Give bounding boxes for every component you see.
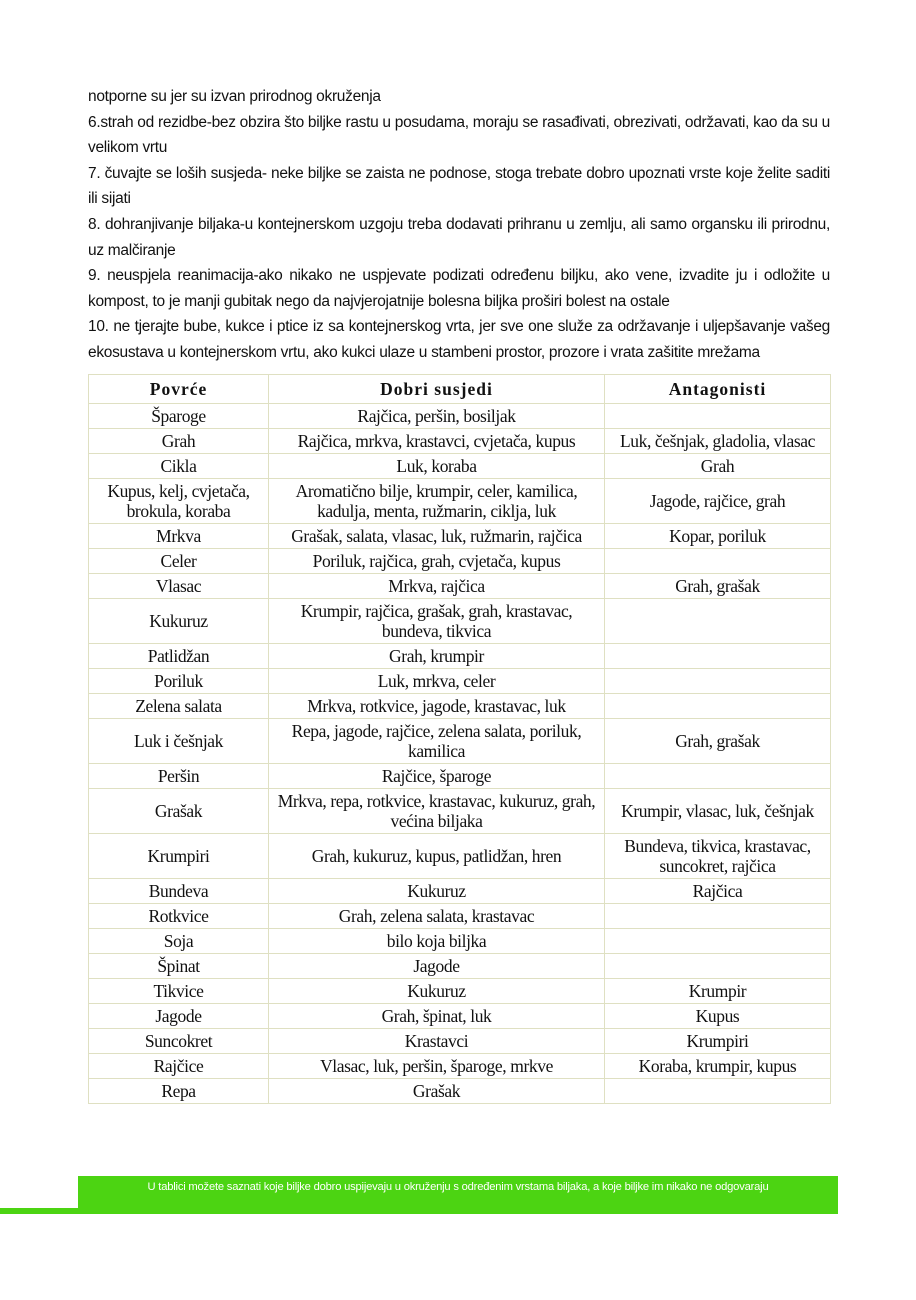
cell-antagonists [605,954,831,979]
cell-antagonists [605,694,831,719]
cell-antagonists: Krumpiri [605,1029,831,1054]
cell-good-neighbors: Aromatično bilje, krumpir, celer, kamilica, kadulja, menta, ružmarin, ciklja, luk [269,479,605,524]
caption-text: U tablici možete saznati koje biljke dobro uspijevaju u okruženju s određenim vrstama biljaka, a koje biljke im nikako ne odgovaraju [147,1181,769,1193]
table-row [89,834,831,879]
table-row [89,599,831,644]
cell-vegetable: Rotkvice [89,904,269,929]
table-row [89,1029,831,1054]
cell-vegetable: Celer [89,549,269,574]
table-row [89,454,831,479]
table-body [89,404,831,1104]
table-row [89,669,831,694]
cell-antagonists: Grah [605,454,831,479]
cell-good-neighbors: Grašak, salata, vlasac, luk, ružmarin, rajčica [269,524,605,549]
table-row [89,719,831,764]
cell-antagonists: Grah, grašak [605,574,831,599]
cell-good-neighbors: Jagode [269,954,605,979]
cell-good-neighbors: Krumpir, rajčica, grašak, grah, krastavac, bundeva, tikvica [269,599,605,644]
table-row [89,764,831,789]
table-row [89,404,831,429]
cell-good-neighbors: Kukuruz [269,879,605,904]
cell-vegetable: Jagode [89,1004,269,1029]
cell-vegetable: Cikla [89,454,269,479]
cell-good-neighbors: Poriluk, rajčica, grah, cvjetača, kupus [269,549,605,574]
table-row [89,1054,831,1079]
cell-good-neighbors: Mrkva, rajčica [269,574,605,599]
cell-good-neighbors: Grah, zelena salata, krastavac [269,904,605,929]
intro-paragraph: 7. čuvajte se loših susjeda- neke biljke se zaista ne podnose, stoga trebate dobro upoznati vrste koje želite saditi ili sijati [88,164,830,208]
header-antagonists: Antagonisti [605,375,831,404]
cell-vegetable: Repa [89,1079,269,1104]
cell-vegetable: Krumpiri [89,834,269,879]
cell-vegetable: Kukuruz [89,599,269,644]
header-good-neighbors: Dobri susjedi [269,375,605,404]
cell-vegetable: Luk i češnjak [89,719,269,764]
cell-good-neighbors: Mrkva, rotkvice, jagode, krastavac, luk [269,694,605,719]
table-row [89,694,831,719]
cell-vegetable: Zelena salata [89,694,269,719]
table-row [89,979,831,1004]
companion-planting-table [88,374,831,1104]
intro-paragraph: 6.strah od rezidbe-bez obzira što biljke rastu u posudama, moraju se rasađivati, obrezivati, održavati, kao da su u velikom vrtu [88,113,830,157]
cell-vegetable: Peršin [89,764,269,789]
header-vegetable: Povrće [89,375,269,404]
cell-antagonists: Krumpir, vlasac, luk, češnjak [605,789,831,834]
caption-bar [78,1176,838,1214]
cell-vegetable: Špinat [89,954,269,979]
intro-paragraph: 10. ne tjerajte bube, kukce i ptice iz sa kontejnerskog vrta, jer sve one služe za održavanje i uljepšavanje vašeg ekosustava u kontejnerskom vrtu, ako kukci ulaze u stambeni prostor, prozore i vrata zašitite mrežama [88,318,830,361]
cell-good-neighbors: Grah, špinat, luk [269,1004,605,1029]
table-row [89,479,831,524]
table-row [89,879,831,904]
table-row [89,574,831,599]
cell-vegetable: Patlidžan [89,644,269,669]
cell-antagonists: Luk, češnjak, gladolia, vlasac [605,429,831,454]
cell-good-neighbors: Luk, mrkva, celer [269,669,605,694]
intro-paragraph: 9. neuspjela reanimacija-ako nikako ne uspjevate podizati određenu biljku, ako vene, izvadite ju i odložite u kompost, to je manji gubitak nego da najvjerojatnije bolesna biljka proširi bolest na ostale [88,267,830,310]
table-row [89,429,831,454]
cell-antagonists [605,549,831,574]
table-row [89,644,831,669]
table-row [89,524,831,549]
cell-vegetable: Poriluk [89,669,269,694]
cell-antagonists: Grah, grašak [605,719,831,764]
table-row [89,904,831,929]
cell-antagonists: Koraba, krumpir, kupus [605,1054,831,1079]
cell-vegetable: Šparoge [89,404,269,429]
cell-good-neighbors: Repa, jagode, rajčice, zelena salata, poriluk, kamilica [269,719,605,764]
cell-antagonists [605,644,831,669]
cell-vegetable: Bundeva [89,879,269,904]
cell-antagonists [605,599,831,644]
cell-vegetable: Soja [89,929,269,954]
cell-good-neighbors: Vlasac, luk, peršin, šparoge, mrkve [269,1054,605,1079]
cell-good-neighbors: Kukuruz [269,979,605,1004]
green-strip [0,1208,78,1214]
cell-antagonists: Rajčica [605,879,831,904]
cell-antagonists: Bundeva, tikvica, krastavac, suncokret, rajčica [605,834,831,879]
cell-vegetable: Grašak [89,789,269,834]
cell-good-neighbors: Rajčice, šparoge [269,764,605,789]
table-row [89,549,831,574]
cell-good-neighbors: Mrkva, repa, rotkvice, krastavac, kukuruz, grah, većina biljaka [269,789,605,834]
table-header-row [89,375,831,404]
cell-good-neighbors: Rajčica, peršin, bosiljak [269,404,605,429]
table-row [89,954,831,979]
cell-antagonists [605,404,831,429]
cell-vegetable: Kupus, kelj, cvjetača, brokula, koraba [89,479,269,524]
cell-antagonists [605,1079,831,1104]
cell-antagonists [605,904,831,929]
cell-good-neighbors: bilo koja biljka [269,929,605,954]
cell-antagonists: Krumpir [605,979,831,1004]
intro-text [88,84,830,366]
cell-antagonists [605,764,831,789]
cell-antagonists: Kupus [605,1004,831,1029]
table-row [89,929,831,954]
table-row [89,789,831,834]
cell-good-neighbors: Rajčica, mrkva, krastavci, cvjetača, kupus [269,429,605,454]
cell-vegetable: Suncokret [89,1029,269,1054]
cell-antagonists [605,929,831,954]
cell-good-neighbors: Grah, krumpir [269,644,605,669]
table-row [89,1004,831,1029]
cell-vegetable: Vlasac [89,574,269,599]
intro-paragraph: notporne su jer su izvan prirodnog okruženja [88,88,381,105]
cell-good-neighbors: Grašak [269,1079,605,1104]
cell-good-neighbors: Krastavci [269,1029,605,1054]
cell-vegetable: Rajčice [89,1054,269,1079]
cell-antagonists [605,669,831,694]
intro-paragraph: 8. dohranjivanje biljaka-u kontejnerskom uzgoju treba dodavati prihranu u zemlju, ali samo organsku ili prirodnu, uz malčiranje [88,215,830,259]
cell-antagonists: Kopar, poriluk [605,524,831,549]
cell-good-neighbors: Grah, kukuruz, kupus, patlidžan, hren [269,834,605,879]
cell-antagonists: Jagode, rajčice, grah [605,479,831,524]
cell-vegetable: Grah [89,429,269,454]
cell-vegetable: Mrkva [89,524,269,549]
cell-good-neighbors: Luk, koraba [269,454,605,479]
table-row [89,1079,831,1104]
cell-vegetable: Tikvice [89,979,269,1004]
